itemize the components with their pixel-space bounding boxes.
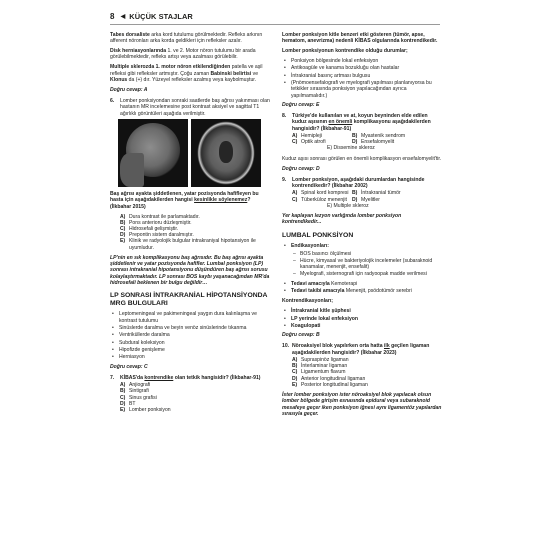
option-text: Prepontin sistern daralmıştır.: [129, 232, 194, 239]
option-letter: E): [120, 406, 126, 413]
list-item: • Antikoagüle ve kanama bozukluğu olan hastalar: [282, 65, 442, 71]
option-text: Supraspinöz ligaman: [301, 356, 349, 363]
options-q9: [292, 190, 442, 209]
option-letter: B): [120, 219, 126, 226]
list-item: • (Pnömoensefalografi ve myelografi yapılması planlanıyorsa bu tetkikler sırasında ponksiyon yapılacağından ayrıca yapılmamalıdır.): [282, 80, 442, 99]
bold-text: Disk herniasyonlarında: [110, 48, 167, 55]
options-q7: [120, 382, 270, 413]
option-text: Klinik ve radyolojik bulgular intrakraniyal hipotansiyon ile uyumludur.: [129, 238, 256, 251]
option-letter: A): [120, 213, 126, 220]
option-text: Sinus grafisi: [129, 394, 157, 401]
stem-underlined: kesinlikle söylenemez: [194, 197, 248, 204]
stem-text: komplikasyonu aşağıdakilerden hangisidir? (İlkbahar-91): [292, 119, 431, 132]
option-text: İntrakranial tümör: [361, 190, 401, 197]
answer-label: Doğru cevap: E: [282, 101, 320, 108]
option-letter: A): [120, 382, 126, 389]
list-item: • Herniasyon: [110, 354, 270, 360]
options-q10: [292, 357, 442, 388]
question-number: 9.: [282, 176, 287, 183]
option-letter: D): [292, 375, 298, 382]
option-text: Optik atrofi: [301, 139, 326, 146]
options-q6: [120, 214, 270, 251]
bold-text: Tedavi takibi amacıyla: [291, 288, 345, 295]
paragraph-contraindications: [282, 48, 442, 54]
question-number: 7.: [110, 374, 115, 381]
mrg-findings-list: [110, 311, 270, 360]
list-item: [282, 243, 442, 277]
triangle-left-icon: ◀: [120, 13, 126, 20]
option-letter: B): [352, 133, 358, 140]
option-letter: A): [292, 356, 298, 363]
paragraph-tabes: [110, 32, 270, 45]
option-letter: A): [292, 190, 298, 197]
explanation-text: İster lomber ponksiyon ister nöroaksiyel blok yapılacak olsun lomber bölgede girişim esnasında epidural veya subaraknoid mesafeye geçer iken ponksiyon iğnesi aynı ligamentöz yapılardan sırasıyla geçer.: [282, 392, 442, 417]
header-title: KÜÇÜK STAJLAR: [129, 11, 193, 21]
question-10: [282, 343, 442, 356]
bold-text: Babinski belirtisi: [210, 70, 252, 77]
explanation-text: Yer kaplayan lezyon varlığında lomber ponksiyon kontrendikedir...: [282, 213, 402, 226]
contraindications-heading: [282, 298, 442, 304]
option-text: Myelitler: [361, 196, 380, 203]
bold-text: Tedavi amacıyla: [291, 280, 330, 287]
left-column: [110, 32, 270, 417]
option-letter: C): [292, 196, 298, 203]
option-text: Pons anterioru düzleşmiştir.: [129, 219, 192, 226]
option-letter: C): [120, 394, 126, 401]
list-item: – Hücre, kimyasal ve bakteriyolojik incelemeler (subaraknoid kanamalar, menenjit, ensefalit): [291, 258, 442, 271]
list-item: • İntrakranial basınç artması bulgusu: [282, 73, 442, 79]
stem-text: Lomber ponksiyon, aşağıdaki durumlardan hangisinde kontrendikedir? (İlkbahar 2002): [292, 176, 425, 190]
option-letter: D): [120, 232, 126, 239]
list-item: [282, 316, 442, 322]
body-text: arka kord tutulumu görülmektedir. Refleks arkının afferent nöronları arka korda geldikleri için refleksler azalır.: [110, 32, 263, 45]
question-number: 8.: [282, 113, 287, 120]
answer-label: Doğru cevap: D: [282, 165, 320, 172]
option-letter: B): [120, 388, 126, 395]
option-text: Ligamentum flavum: [301, 369, 346, 376]
option-text: Ensefalomyelit: [361, 139, 395, 146]
list-item: • Ponksiyon bölgesinde lokal enfeksiyon: [282, 58, 442, 64]
contraindication-list: [282, 58, 442, 99]
option-text: Spinal kord kompresi: [301, 190, 349, 197]
option-letter: C): [292, 139, 298, 146]
indication-sublist: [291, 251, 442, 278]
stem-text: Nöroaksiyel blok yapılırken orta hatta: [292, 343, 385, 350]
bold-text: LP yerinde lokal enfeksiyon: [291, 315, 358, 322]
bold-text: Tabes dorsaliste: [110, 32, 150, 38]
stem-underlined: kontrendike: [144, 374, 174, 381]
question-number: 10.: [282, 343, 290, 350]
body-text: ve: [251, 70, 259, 77]
page-header: [110, 10, 440, 22]
option-letter: E): [292, 381, 298, 388]
page-number: 8: [110, 11, 115, 21]
option-letter: C): [120, 225, 126, 232]
header-divider: [110, 24, 440, 25]
list-item: • Hipofizde genişleme: [110, 347, 270, 353]
bold-text: Multiple sklerozda 1. motor nöron etkilendiğinden: [110, 64, 231, 71]
body-text: 1. ve 2. Motor nöron tutulumu bir arada görülebilmektedir, refleks artışı veya azalması görülebilir.: [110, 48, 256, 61]
list-item: – BOS basıncı ölçülmesi: [291, 251, 442, 257]
list-item: • Ventriküllerde daralma: [110, 332, 270, 338]
option-letter: B): [352, 190, 358, 197]
bold-text: Klonus: [110, 76, 128, 83]
bold-text: İntrakranial kitle şüphesi: [291, 308, 351, 315]
paragraph-ms: [110, 64, 270, 83]
paragraph-kibas: [282, 32, 442, 45]
list-item: [282, 281, 442, 287]
option-text: Anterior longitudinal ligaman: [301, 375, 366, 382]
option-text: Myastenik sendrom: [361, 133, 406, 140]
option[interactable]: [292, 203, 422, 209]
list-item: • Sinüslerde daralma ve beyin venöz sinüslerinde tıkanma: [110, 325, 270, 331]
option-letter: C): [292, 369, 298, 376]
bold-text: Kontrendikasyonları;: [282, 298, 333, 305]
body-text: patella ve aşil refleksi gibi refleksler artmıştır. Çoğu zaman: [110, 64, 263, 77]
mri-images: [118, 119, 270, 187]
stem-text: KİBAS'da: [120, 374, 145, 381]
option-text: Anjiografi: [129, 382, 151, 389]
list-item: • Leptomeningeal ve pakimeningeal yaygın dura kalınlaşma ve kontrast tutulumu: [110, 311, 270, 324]
option-letter: A): [292, 133, 298, 140]
section-title: LUMBAL PONKSİYON: [282, 231, 354, 239]
question-8: [282, 113, 442, 132]
question-number: 6.: [110, 98, 115, 105]
bold-text: Koagulopati: [291, 322, 321, 329]
stem-underlined: ilk: [384, 343, 390, 350]
option[interactable]: [292, 382, 442, 388]
list-item: [282, 308, 442, 314]
bold-text: Endikasyonları:: [291, 243, 329, 250]
list-item: [282, 323, 442, 329]
list-item: [282, 288, 442, 294]
stem-underlined: en önemli: [328, 119, 353, 126]
mri-sagittal-image: [118, 119, 188, 187]
bold-text: Lomber ponksiyonun kontrendike olduğu durumlar;: [282, 48, 408, 55]
option-text: Posterior longitudinal ligaman: [301, 381, 368, 388]
option-text: Tüberküloz menenjit: [301, 196, 347, 203]
question-7: [110, 375, 270, 381]
question-text: Lomber ponksiyondan sonraki saatlerde baş ağrısı yakınması olan hastanın MR incelemesine post kontrast aksiyel ve sagittal T1 ağırlıklı görüntüleri aşağıda verilmiştir.: [120, 98, 270, 117]
stem-text: olan tetkik hangisidir? (İlkbahar-91): [173, 374, 261, 381]
stem-text: Türkiye'de kullanılan ve at, koyun beyninden elde edilen kuduz aşısının: [292, 113, 428, 126]
option-text: Sintigrafi: [129, 388, 149, 395]
section-title: LP SONRASI İNTRAKRANİAL HİPOTANSİYONDA MRG BULGULARI: [110, 292, 268, 307]
option-text: Hidrosefali gelişmiştir.: [129, 225, 179, 232]
paragraph-disk: [110, 48, 270, 61]
option-letter: D): [120, 400, 126, 407]
body-text: da (+) dır. Yüzeyel refleksler azalmış veya kaybolmuştur.: [127, 76, 257, 83]
option-letter: D): [352, 196, 358, 203]
list-item: – Myelografi, sisternografi için radyoopak madde verilmesi: [291, 271, 442, 277]
list-item: • Subdural koleksiyon: [110, 340, 270, 346]
mri-axial-image: [191, 119, 261, 187]
lp-info-list: [282, 243, 442, 294]
option[interactable]: [120, 407, 270, 413]
option-text: BT: [129, 400, 136, 407]
option[interactable]: [292, 145, 422, 151]
option-text: Dura kontrast ile parlamaktadır.: [129, 213, 200, 220]
stem-text: geçilen ligaman aşağıdakilerden hangisidir? (İlkbahar 2023): [292, 343, 430, 356]
option-text: Hemipleji: [301, 133, 322, 140]
stem-text: Baş ağrısı ayakta şiddetlenen, yatar pozisyonda hafifleyen bu hasta için aşağıdakilerden hangisi: [110, 191, 259, 204]
question-9: [282, 177, 442, 190]
options-q8: [292, 133, 442, 152]
option[interactable]: [120, 238, 270, 250]
option-letter: D): [352, 139, 358, 146]
answer-label: Doğru cevap: C: [110, 363, 148, 370]
option-text: E) Multiple skleroz: [327, 202, 369, 209]
option-text: İnterlaminar ligaman: [301, 363, 348, 370]
answer-label: Doğru cevap: A: [110, 86, 148, 93]
stem-text: ? (İlkbahar 2015): [110, 197, 251, 210]
question-6: [110, 98, 270, 117]
body-text: Kemoterapi: [329, 280, 358, 287]
option-text: E) Dissemine skleroz: [327, 145, 375, 152]
answer-label: Doğru cevap: B: [282, 332, 320, 339]
option-letter: E): [120, 238, 126, 245]
explanation-text: LP'nin en sık komplikasyonu baş ağrısıdır. Bu baş ağrısı ayakta şiddetlenir ve yatar pozisyonda hafifler. Lumbal ponksiyon (LP) sonrası intrakranial hipotansiyonu düşündüren baş ağrısı sorusu kolaylaştırmaktadır. LP sonrası BOS kaybı yaşanacağından MR'da hidrosefali beklenen bir bulgu değildir…: [110, 254, 270, 286]
question-stem: [110, 191, 270, 210]
right-column: [282, 32, 442, 421]
option-letter: B): [292, 363, 298, 370]
contraindication-list-2: [282, 308, 442, 329]
explanation-text: Kuduz aşısı sonrası görülen en önemli komplikasyon ensefalomyelit'tir.: [282, 155, 442, 162]
body-text: Menenjit, psödotümör serebri: [344, 288, 412, 295]
bold-text: Lomber ponksiyon kitle benzeri etki gösteren (tümör, apse, hematom, anevrizma) nedenli KİBAS olgularında kontrendikedir.: [282, 32, 438, 45]
option-text: Lomber ponksiyon: [129, 406, 171, 413]
